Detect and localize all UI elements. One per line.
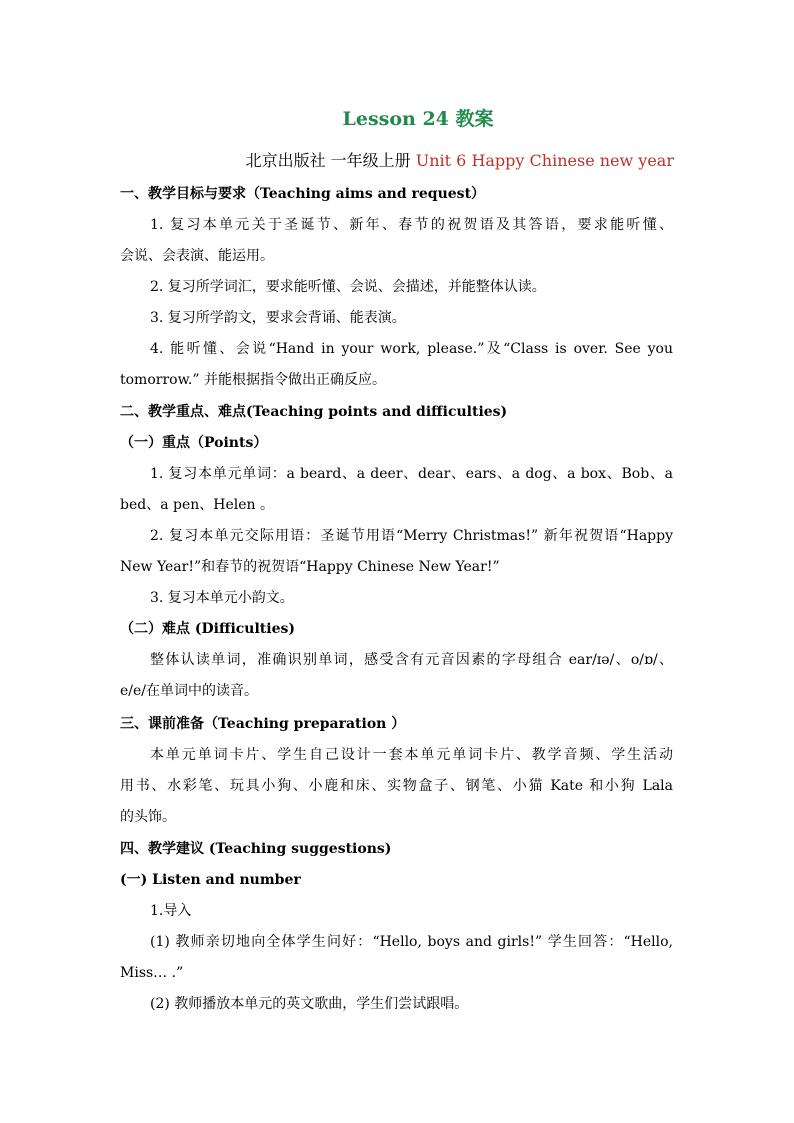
paragraph-line: tomorrow.” 并能根据指令做出正确反应。 — [120, 372, 386, 388]
page-title: Lesson 24 教案 — [342, 108, 494, 130]
paragraph-line: Miss… .” — [120, 965, 184, 981]
paragraph-line: 3. 复习本单元小韵文。 — [150, 590, 294, 606]
subtitle — [246, 148, 674, 171]
paragraph-line: 用书、水彩笔、玩具小狗、小鹿和床、实物盒子、钢笔、小猫 Kate 和小狗 Lala — [120, 778, 673, 794]
paragraph-line: 本单元单词卡片、学生自己设计一套本单元单词卡片、教学音频、学生活动 — [150, 747, 673, 763]
paragraph-line: 整体认读单词，准确识别单词，感受含有元音因素的字母组合 ear/ɪə/、o/ɒ/、 — [150, 652, 673, 668]
paragraph-line: (1) 教师亲切地向全体学生问好：“Hello, boys and girls!” 学生回答：“Hello, — [150, 934, 673, 950]
paragraph-line: 4. 能听懂、会说“Hand in your work, please.”及“Class is over. See you — [150, 341, 673, 357]
section-heading-aims: 一、教学目标与要求（Teaching aims and request） — [120, 186, 486, 202]
paragraph-line: 2. 复习本单元交际用语：圣诞节用语“Merry Christmas!” 新年祝贺语“Happy — [150, 528, 673, 544]
unit-title: Unit 6 Happy Chinese new year — [415, 151, 674, 170]
paragraph-line: 3. 复习所学韵文，要求会背诵、能表演。 — [150, 310, 406, 326]
subsection-heading-listen: (一) Listen and number — [120, 872, 301, 888]
subsection-heading-difficulties: （二）难点 (Difficulties) — [120, 621, 295, 637]
subsection-heading-points: （一）重点（Points） — [120, 435, 268, 451]
paragraph-line: 的头饰。 — [120, 809, 176, 825]
paragraph-line: 2. 复习所学词汇，要求能听懂、会说、会描述，并能整体认读。 — [150, 279, 546, 295]
paragraph-line: 1. 复习本单元关于圣诞节、新年、春节的祝贺语及其答语，要求能听懂、 — [150, 217, 673, 233]
paragraph-line: e/e/在单词中的读音。 — [120, 683, 259, 699]
section-heading-points: 二、教学重点、难点(Teaching points and difficulties) — [120, 404, 508, 420]
paragraph-line: (2) 教师播放本单元的英文歌曲，学生们尝试跟唱。 — [150, 996, 469, 1012]
paragraph-line: bed、a pen、Helen 。 — [120, 497, 274, 513]
paragraph-line: 会说、会表演、能运用。 — [120, 248, 274, 264]
paragraph-line: 1.导入 — [150, 903, 192, 919]
section-heading-preparation: 三、课前准备（Teaching preparation ） — [120, 716, 406, 732]
paragraph-line: 1. 复习本单元单词：a beard、a deer、dear、ears、a dog、a box、Bob、a — [150, 466, 673, 482]
publisher-grade: 北京出版社 一年级上册 — [245, 151, 411, 170]
paragraph-line: New Year!”和春节的祝贺语“Happy Chinese New Year!” — [120, 559, 500, 575]
section-heading-suggestions: 四、教学建议 (Teaching suggestions) — [120, 841, 392, 857]
